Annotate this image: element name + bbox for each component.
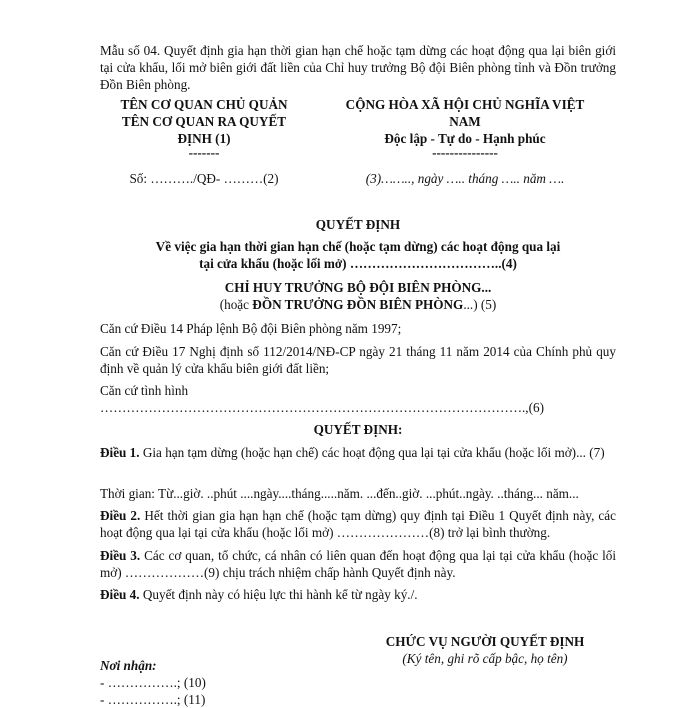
agency-rule: ------- [188,145,220,160]
article-3-label: Điều 3. [100,548,141,563]
place-date: (3)…….., ngày ….. tháng ….. năm …. [365,171,565,186]
article-4-label: Điều 4. [100,587,140,602]
legal-basis-3: Căn cứ tình hình [100,383,189,398]
issuing-authority [100,279,616,313]
article-2-text: Hết thời gian gia hạn hạn chế (hoặc tạm dừng) quy định tại Điều 1 Quyết định này, các hoạt động qua lại tại cửa khẩu (hoặc lối mở) …………………(8) trở lại bình thường. [100,508,616,540]
form-intro: Mẫu số 04. Quyết định gia hạn thời gian hạn chế hoặc tạm dừng các hoạt động qua lại biên giới tại cửa khẩu, lối mở biên giới đất liền của Chỉ huy trưởng Bộ đội Biên phòng tỉnh và Đồn trưởng Đồn Biên phòng. [100,43,616,92]
national-motto: Độc lập - Tự do - Hạnh phúc [384,131,546,146]
article-3 [100,547,616,581]
recipient-item: - …………….; (11) [100,692,206,707]
agency-issuer-cont: ĐỊNH (1) [177,131,231,146]
decision-number: Số: ………./QĐ- ………(2) [129,171,279,186]
document-subject [100,238,616,272]
article-3-text: Các cơ quan, tổ chức, cá nhân có liên quan đến hoạt động qua lại tại cửa khẩu (hoặc lối mở) ………………(9) chịu trách nhiệm chấp hành Quyết định này. [100,548,617,580]
article-2 [100,507,616,541]
header-right [330,96,600,187]
article-4 [100,586,616,603]
national-title: CỘNG HÒA XÃ HỘI CHỦ NGHĨA VIỆT [345,97,585,112]
subject-line-1: Về việc gia hạn thời gian hạn chế (hoặc tạm dừng) các hoạt động qua lại [155,239,561,254]
article-4-text: Quyết định này có hiệu lực thi hành kể từ ngày ký./. [139,587,418,602]
agency-issuer: TÊN CƠ QUAN RA QUYẾT [121,114,287,129]
signer-title: CHỨC VỤ NGƯỜI QUYẾT ĐỊNH [385,634,585,649]
signature-block [350,633,620,667]
article-1-label: Điều 1. [100,445,140,460]
motto-rule: --------------- [432,145,498,160]
legal-basis-1: Căn cứ Điều 14 Pháp lệnh Bộ đội Biên phòng năm 1997; [100,321,402,336]
time-period: Thời gian: Từ...giờ. ..phút ....ngày....tháng.....năm. ...đến..giờ. ...phút..ngày. ..tháng... năm... [100,486,579,501]
legal-basis-2: Căn cứ Điều 17 Nghị định số 112/2014/NĐ-CP ngày 21 tháng 11 năm 2014 của Chính phủ quy định về quản lý cửa khẩu biên giới đất liền; [100,344,616,376]
authority-alt-title: ĐỒN TRƯỞNG ĐỒN BIÊN PHÒNG [252,297,464,312]
authority-line-2 [100,296,616,313]
article-1-text: Gia hạn tạm dừng (hoặc hạn chế) các hoạt động qua lại tại cửa khẩu (hoặc lối mở)... (7) [139,445,605,460]
agency-parent: TÊN CƠ QUAN CHỦ QUẢN [120,97,288,112]
article-2-label: Điều 2. [100,508,141,523]
article-1 [100,444,616,461]
national-title-cont: NAM [449,114,481,129]
authority-line-1: CHỈ HUY TRƯỞNG BỘ ĐỘI BIÊN PHÒNG... [224,280,492,295]
legal-basis-3-blank: …………………………………………………………………………………….,(6) [100,400,544,415]
recipient-item: - …………….; (10) [100,675,206,690]
recipients-label: Nơi nhận: [100,658,157,673]
subject-line-2: tại cửa khẩu (hoặc lối mở) ……………………………..(4) [199,256,517,271]
authority-alt-close: ...) (5) [463,297,497,312]
decision-heading: QUYẾT ĐỊNH: [313,422,403,437]
authority-alt-open: (hoặc [219,297,253,312]
document-title: QUYẾT ĐỊNH [315,217,401,232]
header-left [100,96,308,187]
signer-note: (Ký tên, ghi rõ cấp bậc, họ tên) [402,651,568,666]
